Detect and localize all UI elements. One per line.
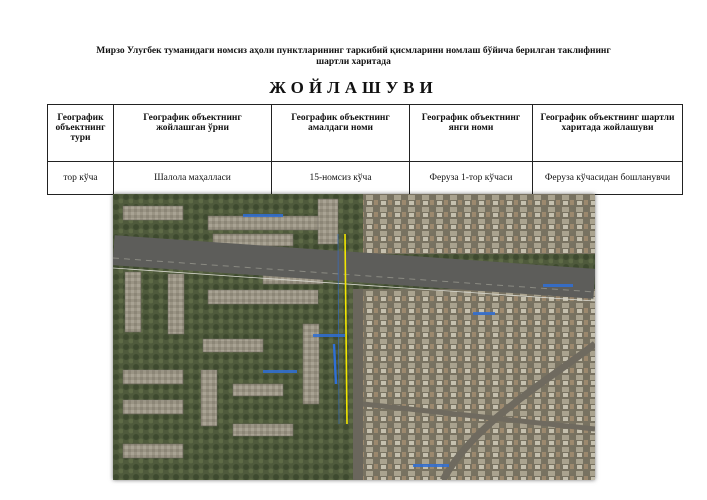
document-title: ЖОЙЛАШУВИ — [269, 78, 438, 97]
cell-map-location: Феруза кўчасидан бошланувчи — [533, 162, 683, 195]
header-object-type: Географик объектнинг тури — [48, 105, 114, 162]
satellite-map-image — [113, 194, 595, 480]
cell-new-name: Феруза 1-тор кўчаси — [410, 162, 533, 195]
header-object-location: Географик объектнинг жойлашган ўрни — [114, 105, 272, 162]
info-table — [47, 104, 683, 195]
heading-line-2: шартли харитада — [316, 57, 391, 67]
heading-line-1: Мирзо Улугбек туманидаги номсиз аҳоли пунктларининг таркибий қисмларини номлаш бўйича берилган таклифнинг — [96, 46, 611, 56]
cell-current-name: 15-номсиз кўча — [272, 162, 410, 195]
header-current-name: Географик объектнинг амалдаги номи — [272, 105, 410, 162]
table-header-row — [48, 105, 683, 162]
header-new-name: Географик объектнинг янги номи — [410, 105, 533, 162]
cell-object-location: Шалола маҳалласи — [114, 162, 272, 195]
satellite-map — [113, 194, 595, 480]
header-map-location: Географик объектнинг шартли харитада жойлашуви — [533, 105, 683, 162]
table-row — [48, 162, 683, 195]
document-heading — [60, 46, 647, 68]
cell-object-type: тор кўча — [48, 162, 114, 195]
